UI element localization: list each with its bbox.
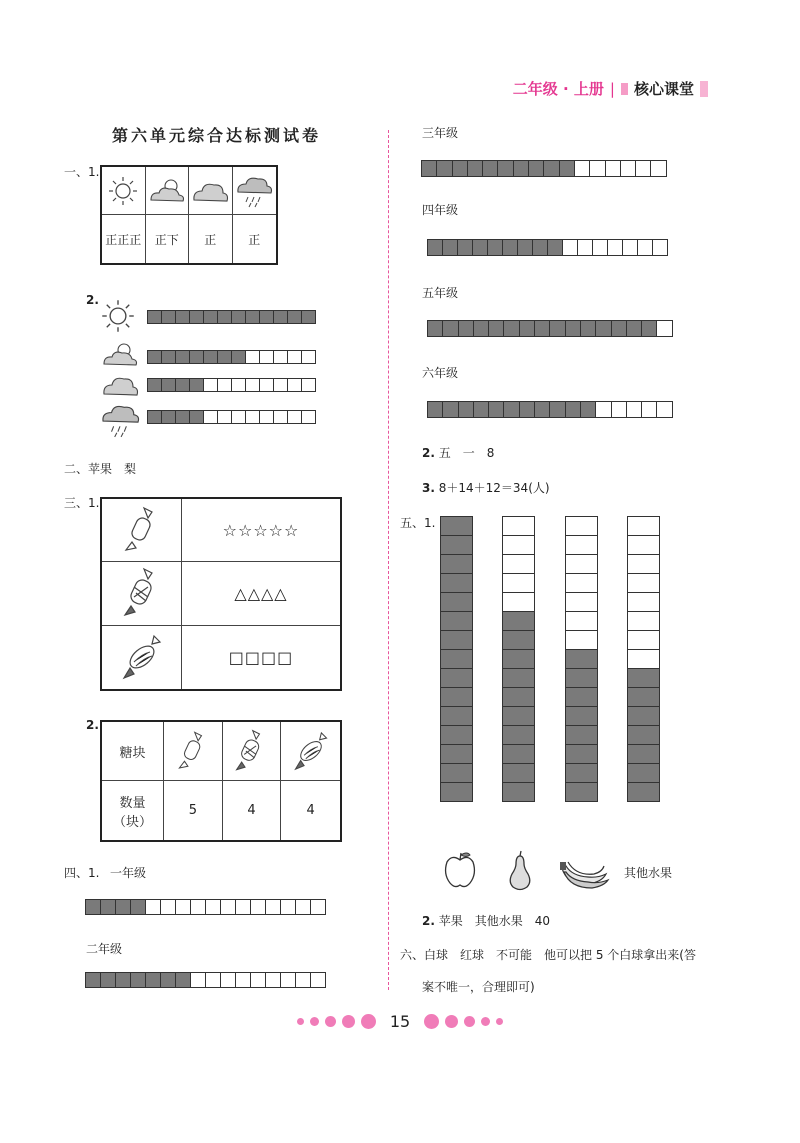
bar-cell-filled [442,239,458,256]
footer-dot [496,1018,503,1025]
bar-cell-filled [100,899,116,915]
column-cell-filled [502,668,535,688]
column-cell-empty [565,516,598,536]
bar-cell-filled [161,410,176,424]
bar-cell-empty [205,899,221,915]
bar-cell-empty [620,160,636,177]
column-cell-empty [627,535,660,555]
bar-cell-empty [235,899,251,915]
bar-cell-empty [605,160,621,177]
bar-cell-empty [562,239,578,256]
bar-cell-filled [457,239,473,256]
grade-bar-2 [86,972,326,988]
sec6-answer-line2: 案不唯一，合理即可) [422,980,535,994]
sec3-q2-label: 2. [86,718,99,732]
partly-cloudy-icon [146,167,190,215]
bar-cell-empty [287,350,302,364]
candy-swirl-icon [281,722,340,781]
weather-bar-rainy [148,410,316,424]
bar-cell-empty [250,972,266,988]
bar-cell-filled [458,401,474,418]
column-cell-filled [502,763,535,783]
bar-cell-filled [534,401,550,418]
bar-cell-filled [175,410,190,424]
weather-bar-partly-cloudy [148,350,316,364]
bar-cell-filled [626,320,642,337]
bar-cell-empty [652,239,668,256]
bar-cell-filled [549,320,565,337]
grade-label: 二年级 · 上册 [512,80,604,98]
weather-bar-sunny [148,310,316,324]
bar-cell-filled [189,378,204,392]
candy-header-label: 糖块 [102,722,164,781]
grade-name-4: 四年级 [422,203,459,217]
fruit-column-banana [565,517,598,802]
bar-cell-empty [301,410,316,424]
bar-cell-filled [147,410,162,424]
header-separator: | [609,79,615,98]
column-cell-filled [440,649,473,669]
page-footer [0,1012,800,1031]
bar-cell-empty [273,378,288,392]
fruit-column-apple [440,517,473,802]
column-cell-filled [565,763,598,783]
sec5-label: 五、1. [400,516,436,530]
bar-cell-empty [205,972,221,988]
bar-cell-empty [245,410,260,424]
bar-cell-filled [231,310,246,324]
bar-cell-filled [517,239,533,256]
column-cell-filled [440,725,473,745]
column-cell-filled [502,611,535,631]
bar-cell-empty [611,401,627,418]
bar-cell-filled [543,160,559,177]
bar-cell-filled [160,972,176,988]
column-cell-filled [440,630,473,650]
bar-cell-filled [161,350,176,364]
bar-cell-filled [565,320,581,337]
sec6-answer-line1: 六、白球 红球 不可能 他可以把 5 个白球拿出来(答 [400,948,696,962]
bar-cell-filled [547,239,563,256]
grade-name-1: 一年级 [110,866,147,880]
bar-cell-empty [595,401,611,418]
bar-cell-empty [637,239,653,256]
footer-dot [424,1014,439,1029]
bar-cell-filled [161,310,176,324]
column-cell-filled [440,782,473,802]
bar-cell-filled [427,401,443,418]
bar-cell-empty [145,899,161,915]
quantity-swirl: 4 [306,803,315,818]
bar-cell-filled [442,320,458,337]
bar-cell-filled [147,310,162,324]
candy-plain-icon [164,722,223,781]
bar-cell-filled [534,320,550,337]
bar-cell-filled [442,401,458,418]
grade-name-5: 五年级 [422,286,459,300]
bar-cell-filled [217,350,232,364]
column-cell-empty [565,611,598,631]
candy-symbols-triangles: △△△△ [182,562,340,625]
footer-dot [325,1016,336,1027]
column-cell-filled [565,668,598,688]
bar-cell-filled [580,401,596,418]
bar-cell-filled [467,160,483,177]
sun-icon [102,167,146,215]
footer-dot [361,1014,376,1029]
bar-cell-filled [436,160,452,177]
quantity-plain: 5 [164,781,223,840]
bar-cell-filled [559,160,575,177]
candy-striped-icon [102,562,182,625]
bar-cell-empty [635,160,651,177]
footer-dot [342,1015,355,1028]
apple-icon [442,850,478,890]
header-marker [621,83,628,95]
column-cell-filled [440,763,473,783]
bar-cell-filled [217,310,232,324]
bar-cell-empty [175,899,191,915]
pear-icon [506,850,534,892]
bar-cell-filled [189,310,204,324]
column-cell-filled [502,706,535,726]
bar-cell-filled [488,320,504,337]
bar-cell-empty [203,378,218,392]
bar-cell-filled [115,899,131,915]
footer-dot [297,1018,304,1025]
header-tail-marker [700,81,708,97]
column-cell-empty [565,554,598,574]
bar-cell-filled [115,972,131,988]
footer-dot [481,1017,490,1026]
bar-cell-empty [250,899,266,915]
column-cell-filled [627,744,660,764]
bar-cell-filled [503,401,519,418]
bar-cell-filled [145,972,161,988]
rain-icon [98,402,142,438]
bar-cell-filled [641,320,657,337]
column-cell-empty [565,573,598,593]
quantity-row-label: 数量 （块） [102,781,164,840]
bar-cell-filled [487,239,503,256]
bar-cell-filled [532,239,548,256]
bar-cell-filled [175,378,190,392]
candy-symbol-table [100,497,342,691]
column-cell-empty [565,535,598,555]
grade-name-6: 六年级 [422,366,459,380]
column-cell-filled [565,649,598,669]
bar-cell-empty [622,239,638,256]
column-cell-empty [502,554,535,574]
bar-cell-filled [611,320,627,337]
weather-bar-cloudy [148,378,316,392]
column-cell-filled [565,782,598,802]
other-fruit-label: 其他水果 [624,866,673,880]
column-cell-filled [440,592,473,612]
column-cell-empty [502,573,535,593]
column-cell-empty [627,592,660,612]
column-cell-filled [627,668,660,688]
column-cell-filled [627,725,660,745]
column-cell-filled [440,611,473,631]
bar-cell-filled [482,160,498,177]
bar-cell-filled [231,350,246,364]
bar-cell-filled [85,972,101,988]
bar-cell-empty [203,410,218,424]
column-cell-empty [627,630,660,650]
sec4-label: 四、1. [64,866,100,880]
bar-cell-filled [497,160,513,177]
column-cell-empty [627,554,660,574]
bar-cell-empty [235,972,251,988]
bar-cell-filled [565,401,581,418]
footer-dot [445,1015,458,1028]
column-cell-filled [627,687,660,707]
bar-cell-filled [259,310,274,324]
fruit-column-other [627,517,660,802]
bar-cell-empty [273,350,288,364]
brand-label: 核心课堂 [633,80,694,98]
column-cell-filled [502,725,535,745]
column-cell-filled [565,687,598,707]
bar-cell-filled [528,160,544,177]
bar-cell-filled [580,320,596,337]
sec4-answer-3: 3. 8＋14＋12＝34(人) [422,481,550,495]
column-cell-filled [502,630,535,650]
candy-symbols-stars: ☆☆☆☆☆ [182,499,340,562]
bar-cell-filled [452,160,468,177]
bar-cell-empty [245,378,260,392]
rain-icon [233,167,277,215]
bar-cell-empty [626,401,642,418]
column-cell-filled [440,687,473,707]
bar-cell-filled [147,350,162,364]
column-cell-filled [565,706,598,726]
sec3-label: 三、1. [64,496,100,510]
tally-rainy: 正 [248,232,261,247]
sec4-answer-2: 2. 五 一 8 [422,446,495,460]
bar-cell-empty [656,401,672,418]
sec1-q2-label: 2. [86,293,99,307]
bar-cell-filled [301,310,316,324]
column-cell-filled [440,706,473,726]
grade-name-2: 二年级 [86,942,123,956]
page-number: 15 [389,1012,411,1031]
bar-cell-filled [519,401,535,418]
bar-cell-filled [130,899,146,915]
column-cell-filled [627,782,660,802]
tally-cloudy: 正 [189,215,233,263]
bar-cell-empty [190,899,206,915]
bar-cell-empty [607,239,623,256]
candy-symbols-squares: □□□□ [228,647,294,667]
bar-cell-empty [220,899,236,915]
fruit-column-pear [502,517,535,802]
partly-cloudy-icon [98,340,142,370]
bar-cell-empty [287,410,302,424]
column-cell-empty [502,592,535,612]
bar-cell-empty [190,972,206,988]
bar-cell-filled [473,320,489,337]
column-cell-filled [627,763,660,783]
bar-cell-filled [175,310,190,324]
bar-cell-empty [280,972,296,988]
bar-cell-empty [231,378,246,392]
bar-cell-filled [427,239,443,256]
bar-cell-filled [513,160,529,177]
bar-cell-filled [85,899,101,915]
column-cell-empty [502,516,535,536]
cloud-icon [98,370,142,400]
bar-cell-filled [472,239,488,256]
bar-cell-empty [220,972,236,988]
column-cell-empty [502,535,535,555]
bar-cell-empty [217,410,232,424]
column-cell-empty [627,516,660,536]
bar-cell-filled [189,350,204,364]
bar-cell-filled [502,239,518,256]
column-cell-empty [627,611,660,631]
column-cell-filled [440,554,473,574]
grade-bar-1 [86,899,326,915]
bar-cell-filled [287,310,302,324]
column-cell-filled [440,668,473,688]
bar-cell-empty [592,239,608,256]
bar-cell-empty [295,899,311,915]
bar-cell-empty [259,410,274,424]
bar-cell-empty [160,899,176,915]
bar-cell-empty [301,378,316,392]
bar-cell-empty [287,378,302,392]
sec5-answer-2: 2. 苹果 其他水果 40 [422,914,551,928]
bar-cell-empty [310,899,326,915]
grade-bar-4 [428,239,668,256]
grade-bar-3 [422,160,667,177]
bar-cell-filled [427,320,443,337]
column-cell-filled [440,535,473,555]
bar-cell-filled [549,401,565,418]
grade-name-3: 三年级 [422,126,459,140]
column-cell-filled [502,687,535,707]
weather-tally-table [100,165,278,265]
bar-cell-empty [217,378,232,392]
sec2-answer: 二、苹果 梨 [64,462,137,476]
column-cell-empty [565,630,598,650]
bar-cell-filled [175,972,191,988]
column-cell-empty [627,649,660,669]
bar-cell-empty [577,239,593,256]
bar-cell-filled [189,410,204,424]
column-cell-filled [502,744,535,764]
bar-cell-filled [473,401,489,418]
bar-cell-filled [203,310,218,324]
bar-cell-empty [589,160,605,177]
bar-cell-filled [161,378,176,392]
sun-icon [100,298,136,334]
bar-cell-filled [147,378,162,392]
cloud-icon [189,167,233,215]
candy-plain-icon [102,499,182,562]
bar-cell-filled [519,320,535,337]
footer-dot [310,1017,319,1026]
bar-cell-empty [641,401,657,418]
column-cell-filled [440,573,473,593]
bar-cell-empty [259,378,274,392]
sec1-label: 一、1. [64,165,100,179]
bar-cell-filled [273,310,288,324]
page-header [513,78,708,99]
bar-cell-filled [100,972,116,988]
bar-cell-empty [265,972,281,988]
bar-cell-filled [595,320,611,337]
bar-cell-empty [295,972,311,988]
quantity-striped: 4 [223,781,282,840]
candy-striped-icon [223,722,282,781]
column-cell-filled [565,744,598,764]
bar-cell-empty [650,160,666,177]
bar-cell-filled [458,320,474,337]
bar-cell-empty [280,899,296,915]
bar-cell-empty [310,972,326,988]
column-cell-empty [627,573,660,593]
bar-cell-filled [421,160,437,177]
bar-cell-empty [301,350,316,364]
bar-cell-filled [503,320,519,337]
bar-cell-filled [488,401,504,418]
bar-cell-filled [175,350,190,364]
footer-dot [464,1016,475,1027]
column-cell-filled [627,706,660,726]
candy-quantity-table [100,720,342,842]
bar-cell-filled [245,310,260,324]
column-cell-filled [502,649,535,669]
grade-bar-5 [428,320,673,337]
bar-cell-filled [203,350,218,364]
tally-sunny: 正正正 [102,215,146,263]
bar-cell-empty [231,410,246,424]
bar-cell-empty [273,410,288,424]
column-divider [388,130,389,990]
candy-swirl-icon [102,626,182,689]
bar-cell-empty [574,160,590,177]
column-cell-filled [502,782,535,802]
tally-partly-cloudy: 正下 [146,215,190,263]
banana-icon [558,854,610,890]
page-title: 第六单元综合达标测试卷 [112,126,322,145]
column-cell-empty [565,592,598,612]
bar-cell-empty [259,350,274,364]
column-cell-filled [440,516,473,536]
bar-cell-filled [130,972,146,988]
bar-cell-empty [656,320,672,337]
bar-cell-empty [245,350,260,364]
grade-bar-6 [428,401,673,418]
column-cell-filled [565,725,598,745]
bar-cell-empty [265,899,281,915]
column-cell-filled [440,744,473,764]
